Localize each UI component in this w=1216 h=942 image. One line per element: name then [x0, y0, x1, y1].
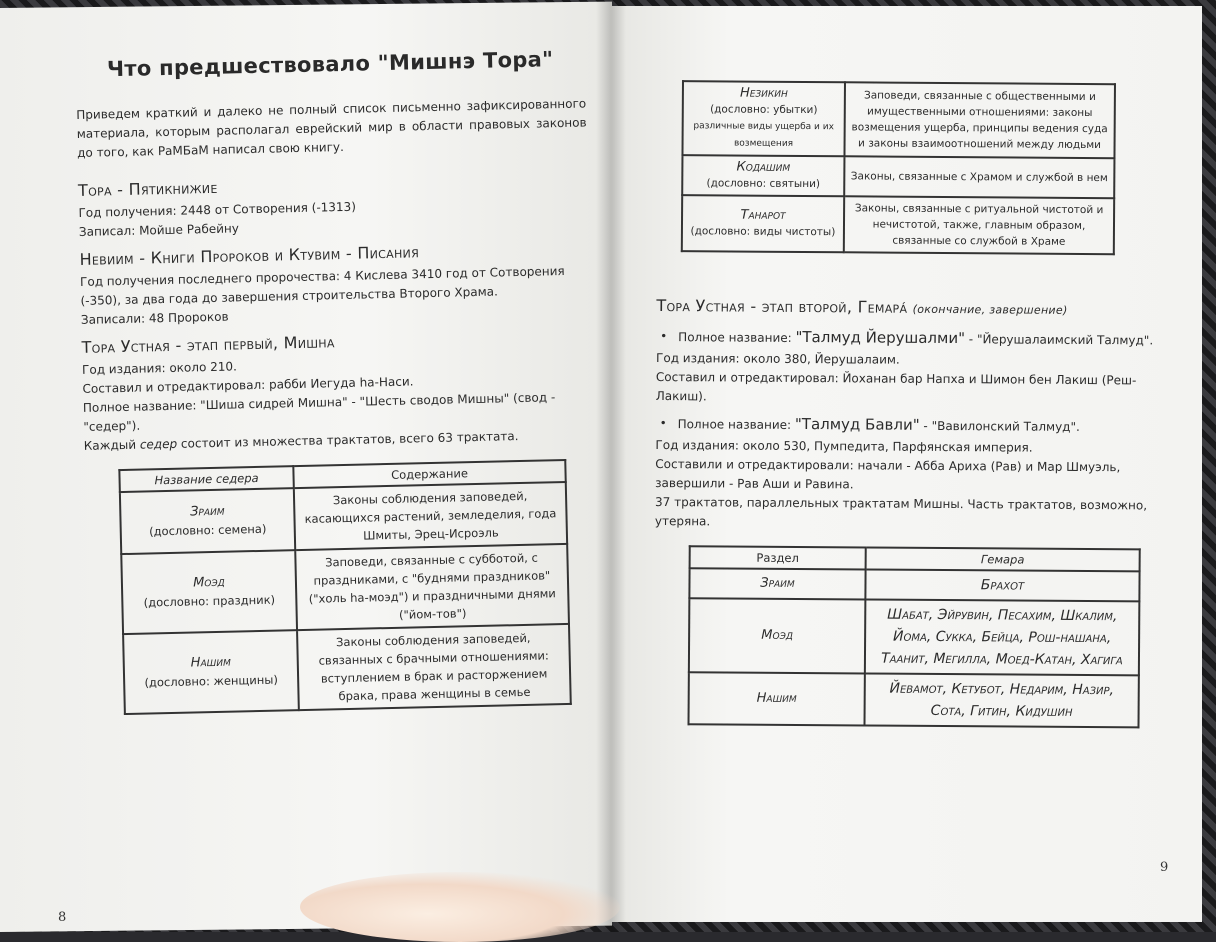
seder-name: Кодашим	[736, 159, 791, 175]
mishna-editor: Составил и отредактировал: рабби Иегуда hа-Наси.	[82, 374, 414, 396]
page-number-left: 8	[58, 910, 67, 925]
seder-content: Законы, связанные с Храмом и службой в нем	[844, 156, 1114, 198]
bavli-editors: Составили и отредактировали: начали - Абба Ариха (Рав) и Мар Шмуэль, завершили - Рав Аши и Равина.	[655, 456, 1121, 492]
table-row	[682, 81, 1115, 158]
section-heading-gemara: Тора Устная - этап второй, Гемара́ (окончание, завершение)	[656, 295, 1068, 317]
table-header: Раздел	[690, 546, 866, 569]
mishna-tractates: Каждый седер состоит из множества трактатов, всего 63 трактата.	[83, 429, 519, 453]
neviim-year: Год получения последнего пророчества: 4 Кислева 3410 год от Сотворения (-350), за два года до завершения строительства Второго Храма.	[79, 263, 565, 308]
sedarim-table	[118, 459, 571, 715]
table-row	[689, 598, 1140, 675]
seder-translation: (дословно: женщины)	[144, 672, 279, 690]
mishna-full-name: Полное название: "Шиша сидрей Мишна" - "Шесть сводов Мишны" (свод - "седер").	[82, 390, 556, 434]
section-heading-tora: Тора - Пятикнижие	[77, 177, 218, 200]
tora-author: Записал: Мойше Рабейну	[78, 221, 240, 239]
table-row	[682, 155, 1114, 198]
table-row	[689, 672, 1139, 727]
table-row	[120, 482, 567, 554]
bavli-year: Год издания: около 530, Пумпедита, Парфянская империя.	[655, 437, 1033, 455]
gemara-table	[687, 545, 1140, 728]
seder-content: Заповеди, связанные с общественными и имущественными отношениями: законы возмещения ущерба, принципы ведения суда и законы взаимоотношений между людьми	[844, 82, 1115, 158]
sedarim-table-continued	[681, 80, 1116, 255]
right-page-content	[653, 80, 1167, 729]
yerushalmi-editors: Составил и отредактировал: Йоханан бар Напха и Шимон бен Лакиш (Реш-Лакиш).	[655, 369, 1137, 404]
seder-note: различные виды ущерба и их возмещения	[693, 121, 834, 149]
section-heading-neviim: Невиим - Книги Пророков и Ктувим - Писания	[79, 242, 420, 269]
list-item: • Полное название: "Талмуд Йерушалми" - "Йерушалаимский Талмуд".	[656, 327, 1166, 351]
seder-name: Незикин	[739, 85, 788, 101]
seder-content: Законы, связанные с ритуальной чистотой и нечистотой, также, главным образом, связанные со службой в Храме	[844, 196, 1114, 254]
table-row	[123, 624, 571, 714]
gemara-tractates: Шабат, Эйрувин, Песахим, Шкалим, Йома, Сукка, Бейца, Рош-hашана, Таанит, Мегилла, Моед-Катан, Хагига	[865, 599, 1140, 675]
page-title: Что предшествовало "Мишнэ Тора"	[106, 47, 554, 82]
table-header: Гемара	[866, 547, 1140, 571]
tora-year: Год получения: 2448 от Сотворения (-1313)	[78, 199, 357, 220]
seder-name: Таhарот	[740, 207, 786, 223]
table-header: Название седера	[119, 466, 293, 492]
list-item: • Полное название: "Талмуд Бавли" - "Вавилонский Талмуд".	[656, 414, 1166, 438]
bavli-tractates: 37 трактатов, параллельных трактатам Мишны. Часть трактатов, возможно, утеряна.	[654, 494, 1148, 529]
left-page-content	[75, 46, 600, 715]
yerushalmi-year: Год издания: около 380, Йерушалаим.	[656, 350, 900, 367]
section-heading-mishna: Тора Устная - этап первый, Мишна	[81, 332, 335, 357]
seder-translation: (дословно: виды чистоты)	[690, 225, 836, 239]
section-name: Моэд	[689, 598, 866, 673]
intro-paragraph: Приведем краткий и далеко не полный список письменно зафиксированного материала, которым располагал еврейский мир в области правовых законов до того, как РаМБаМ написал свою книгу.	[76, 96, 587, 160]
seder-translation: (дословно: семена)	[148, 521, 267, 539]
table-row	[121, 544, 569, 634]
table-row	[689, 568, 1139, 601]
neviim-authors: Записали: 48 Пророков	[80, 309, 229, 327]
page-number-right: 9	[1160, 860, 1169, 875]
seder-content: Законы соблюдения заповедей, касающихся растений, земледелия, года Шмиты, Эрец-Исроэль	[294, 482, 567, 550]
seder-translation: (дословно: убытки)	[710, 103, 818, 117]
gemara-tractates: Йевамот, Кетубот, Недарим, Назир, Сота, Гитин, Кидушин	[864, 673, 1138, 727]
table-row	[682, 195, 1114, 254]
seder-translation: (дословно: святыни)	[706, 177, 821, 191]
seder-translation: (дословно: праздник)	[143, 592, 276, 610]
gemara-tractates: Брахот	[865, 569, 1139, 601]
table-header: Содержание	[293, 460, 565, 488]
seder-content: Заповеди, связанные с субботой, с праздниками, с "буднями праздников" ("холь hа-моэд") и праздничными днями ("йом-тов")	[295, 544, 569, 630]
mishna-year: Год издания: около 210.	[81, 359, 238, 377]
section-name: Зраим	[689, 568, 865, 599]
seder-name: Зраим	[189, 503, 225, 520]
seder-name: Нашим	[190, 654, 231, 671]
section-name: Нашим	[689, 672, 865, 725]
seder-name: Моэд	[192, 574, 225, 591]
seder-content: Законы соблюдения заповедей, связанных с брачными отношениями: вступлением в брак и расторжением брака, права женщины в семье	[297, 624, 571, 710]
